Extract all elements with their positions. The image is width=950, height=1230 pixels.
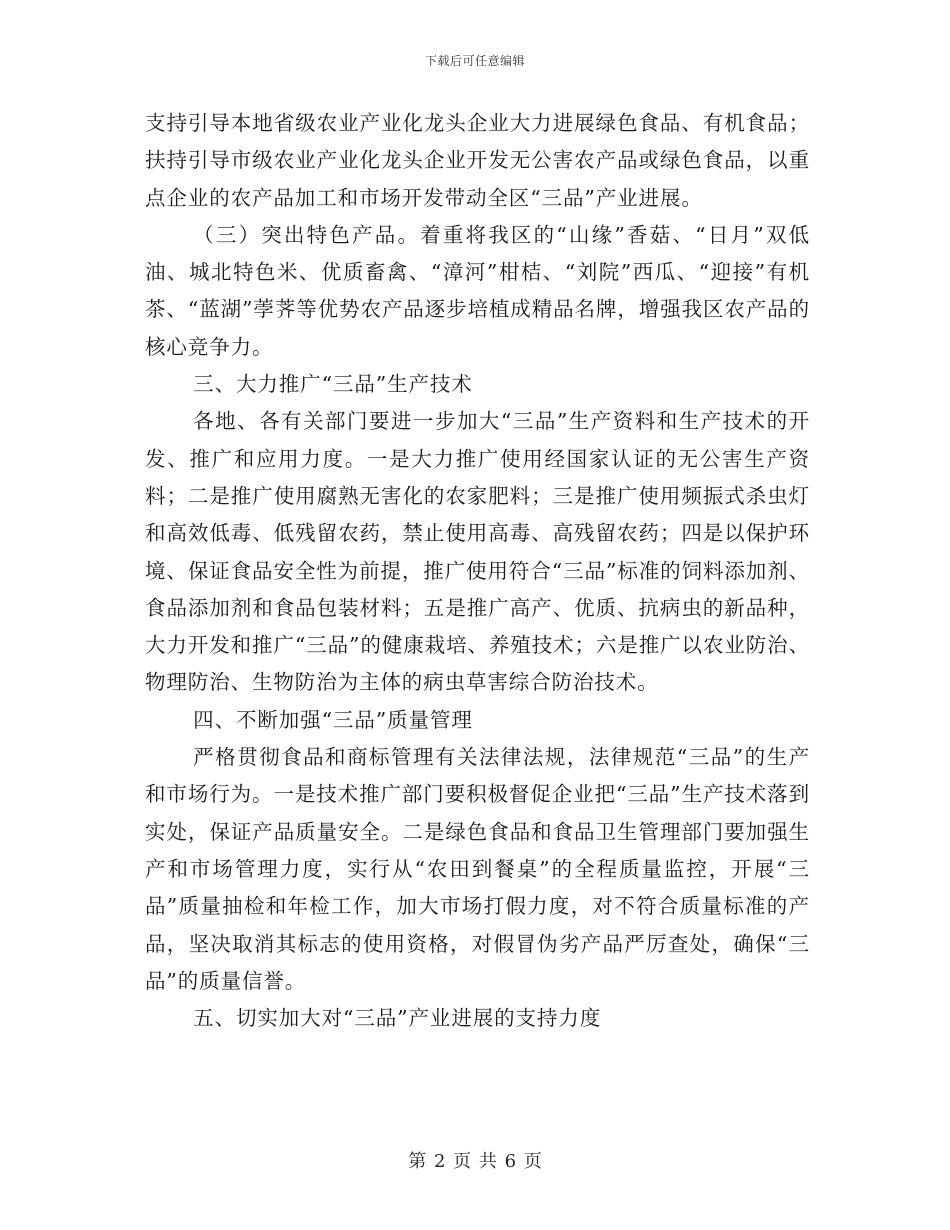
paragraph: 各地、各有关部门要进一步加大“三品”生产资料和生产技术的开发、推广和应用力度。一是大力推广使用经国家认证的无公害生产资料；二是推广使用腐熟无害化的农家肥料；三是推广使用频振式杀虫灯和高效低毒、低残留农药，禁止使用高毒、高残留农药；四是以保护环境、保证食品安全性为前提，推广使用符合“三品”标准的饲料添加剂、食品添加剂和食品包装材料；五是推广高产、优质、抗病虫的新品种，大力开发和推广“三品”的健康栽培、养殖技术；六是推广以农业防治、物理防治、生物防治为主体的病虫草害综合防治技术。 — [145, 409, 810, 695]
section-heading: 三、大力推广“三品”生产技术 — [193, 372, 473, 397]
section-heading: 四、不断加强“三品”质量管理 — [193, 707, 473, 732]
page-header: 下载后可任意编辑 — [424, 54, 525, 68]
paragraph: 支持引导本地省级农业产业化龙头企业大力进展绿色食品、有机食品；扶持引导市级农业产业化龙头企业开发无公害农产品或绿色食品，以重点企业的农产品加工和市场开发带动全区“三品”产业进展。 — [145, 111, 810, 210]
section-heading: 五、切实加大对“三品”产业进展的支持力度 — [193, 1006, 602, 1031]
page-footer: 第 2 页 共 6 页 — [408, 1151, 542, 1172]
paragraph: 严格贯彻食品和商标管理有关法律法规，法律规范“三品”的生产和市场行为。一是技术推广部门要积极督促企业把“三品”生产技术落到实处，保证产品质量安全。二是绿色食品和食品卫生管理部门要加强生产和市场管理力度，实行从“农田到餐桌”的全程质量监控，开展“三品”质量抽检和年检工作，加大市场打假力度，对不符合质量标准的产品，坚决取消其标志的使用资格，对假冒伪劣产品严厉查处，确保“三品”的质量信誉。 — [145, 745, 810, 993]
document-body — [145, 105, 810, 1037]
paragraph: （三）突出特色产品。着重将我区的“山缘”香菇、“日月”双低油、城北特色米、优质畜禽、“漳河”柑桔、“刘院”西瓜、“迎接”有机茶、“蓝湖”荸荠等优势农产品逐步培植成精品名牌，增强我区农产品的核心竞争力。 — [145, 222, 810, 359]
